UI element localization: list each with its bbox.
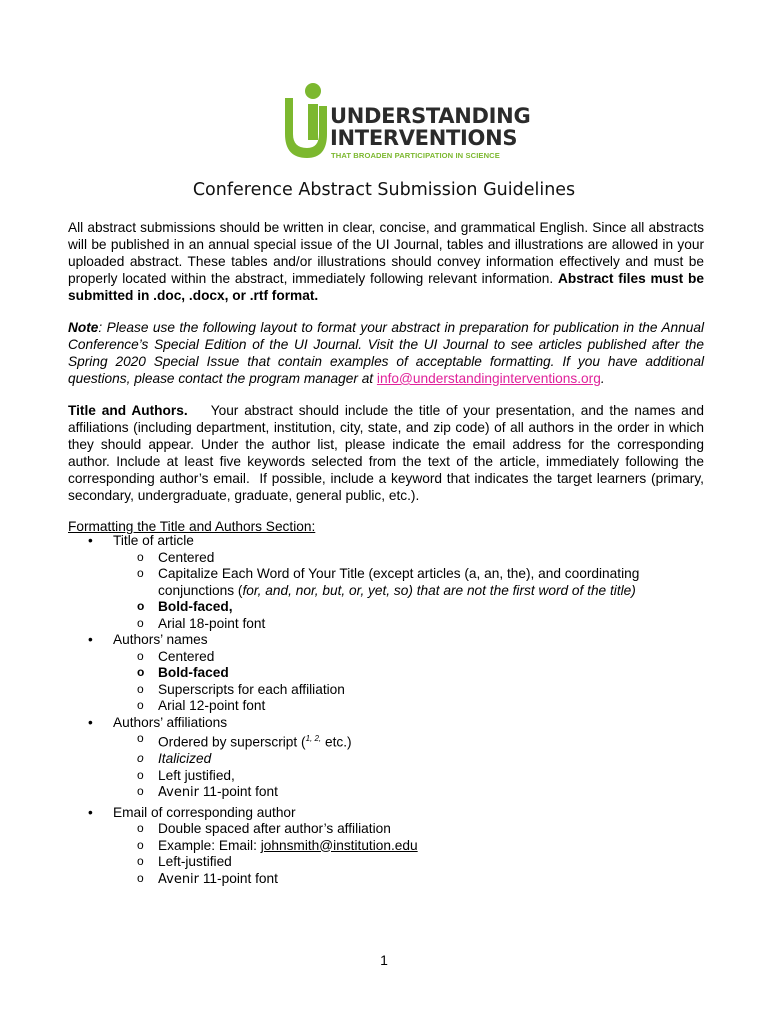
note-paragraph <box>68 319 704 387</box>
comma: , <box>257 582 266 598</box>
list-subitem <box>68 566 708 599</box>
list-item-authors-affiliations: • Authors’ affiliations <box>68 715 708 732</box>
words-yet-so: yet, so) that are not the first word of the title) <box>368 582 636 598</box>
list-subitem: o Bold-faced, <box>68 599 708 616</box>
list-subitem: o Centered <box>68 649 708 666</box>
title-authors-paragraph <box>68 402 708 504</box>
comma: , <box>341 582 350 598</box>
list-subitem: o Bold-faced <box>68 665 708 682</box>
note-text-1: : Please use the following layout to format your abstract in preparation for publication in the Annual Conference’s Special Edition of the UI Journal. Visit the <box>68 320 704 352</box>
list-subitem <box>68 731 708 751</box>
list-item-title-of-article: • Title of article <box>68 533 708 550</box>
list-subitem <box>68 871 708 889</box>
list-subitem <box>68 838 708 855</box>
word-but: but <box>322 582 342 598</box>
note-label: Note <box>68 320 99 335</box>
ui-journal-link[interactable]: UI Journal <box>423 337 489 352</box>
logo-tagline: THAT BROADEN PARTICIPATION IN SCIENCE <box>331 151 500 160</box>
comma: , <box>360 582 369 598</box>
list-subitem: o Left justified, <box>68 768 708 785</box>
logo-mark-icon <box>282 82 328 162</box>
list-subitem: o Left-justified <box>68 854 708 871</box>
logo <box>282 82 531 164</box>
intro-format-requirement: Abstract files must be submitted in .doc, .docx, or .rtf format. <box>68 271 704 303</box>
ordered-text: Ordered by superscript ( <box>158 734 306 750</box>
font-size-text: 11-point font <box>199 870 278 886</box>
list-subitem: o Arial 18-point font <box>68 616 708 633</box>
example-label: Example: Email: <box>158 837 261 853</box>
avenir-font-name: Avenir <box>158 871 200 887</box>
logo-text-line2: INTERVENTIONS <box>330 126 518 150</box>
word-and: and <box>265 582 289 598</box>
list-item-email-author: • Email of corresponding author <box>68 805 708 822</box>
note-end: . <box>600 371 605 386</box>
program-manager-email-link[interactable]: info@understandinginterventions.org <box>376 371 601 386</box>
word-for: for <box>242 582 258 598</box>
list-item-authors-names: • Authors’ names <box>68 632 708 649</box>
title-authors-label: Title and Authors. <box>68 403 188 418</box>
example-email-link[interactable]: johnsmith@institution.edu <box>260 837 418 853</box>
formatting-list <box>68 533 708 888</box>
note-text-2: to see articles published after the Spring 2020 Special Issue that contain examples of acceptable formatting. If you have additional questions, please contact the program manager at <box>68 337 704 386</box>
list-subitem: o Double spaced after author’s affiliation <box>68 821 708 838</box>
word-or: or <box>349 582 361 598</box>
formatting-section-heading: Formatting the Title and Authors Section: <box>68 519 316 534</box>
superscript-example: 1, 2, <box>305 734 322 743</box>
intro-paragraph <box>68 219 704 304</box>
list-subitem: o Centered <box>68 550 708 567</box>
etc-text: etc.) <box>321 734 352 750</box>
page-number: 1 <box>380 952 388 968</box>
list-subitem: o Italicized <box>68 751 708 768</box>
list-subitem: o Superscripts for each affiliation <box>68 682 708 699</box>
avenir-font-name: Avenir <box>158 785 200 801</box>
font-size-text: 11-point font <box>199 784 278 800</box>
logo-text-line1: UNDERSTANDING <box>330 104 531 128</box>
word-nor: , nor, <box>288 582 323 598</box>
title-authors-text: Your abstract should include the title of your presentation, and the names and affiliations (including department, institution, city, state, and zip code) of all authors in the order in which they should appear. Under the author list, please indicate the email address for the corresponding author. Include at least five keywords selected from the text of the article, immediately following the corresponding author’s email. If possible, include a keyword that indicates the target learners (primary, secondary, undergraduate, graduate, general public, etc.). <box>68 403 708 503</box>
list-subitem <box>68 784 708 802</box>
document-title: Conference Abstract Submission Guidelines <box>192 180 576 200</box>
intro-text: All abstract submissions should be written in clear, concise, and grammatical English. Since all abstracts will be published in an annual special issue of the UI Journal, tables and illustrations are allowed in your uploaded abstract. These tables and/or illustrations should convey information effectively and must be properly located within the abstract, immediately following relevant information. <box>68 220 704 286</box>
list-subitem: o Arial 12-point font <box>68 698 708 715</box>
capitalize-text: Capitalize Each Word of Your Title (except articles (a, an, the), and coordinating conjunctions ( <box>158 566 640 598</box>
